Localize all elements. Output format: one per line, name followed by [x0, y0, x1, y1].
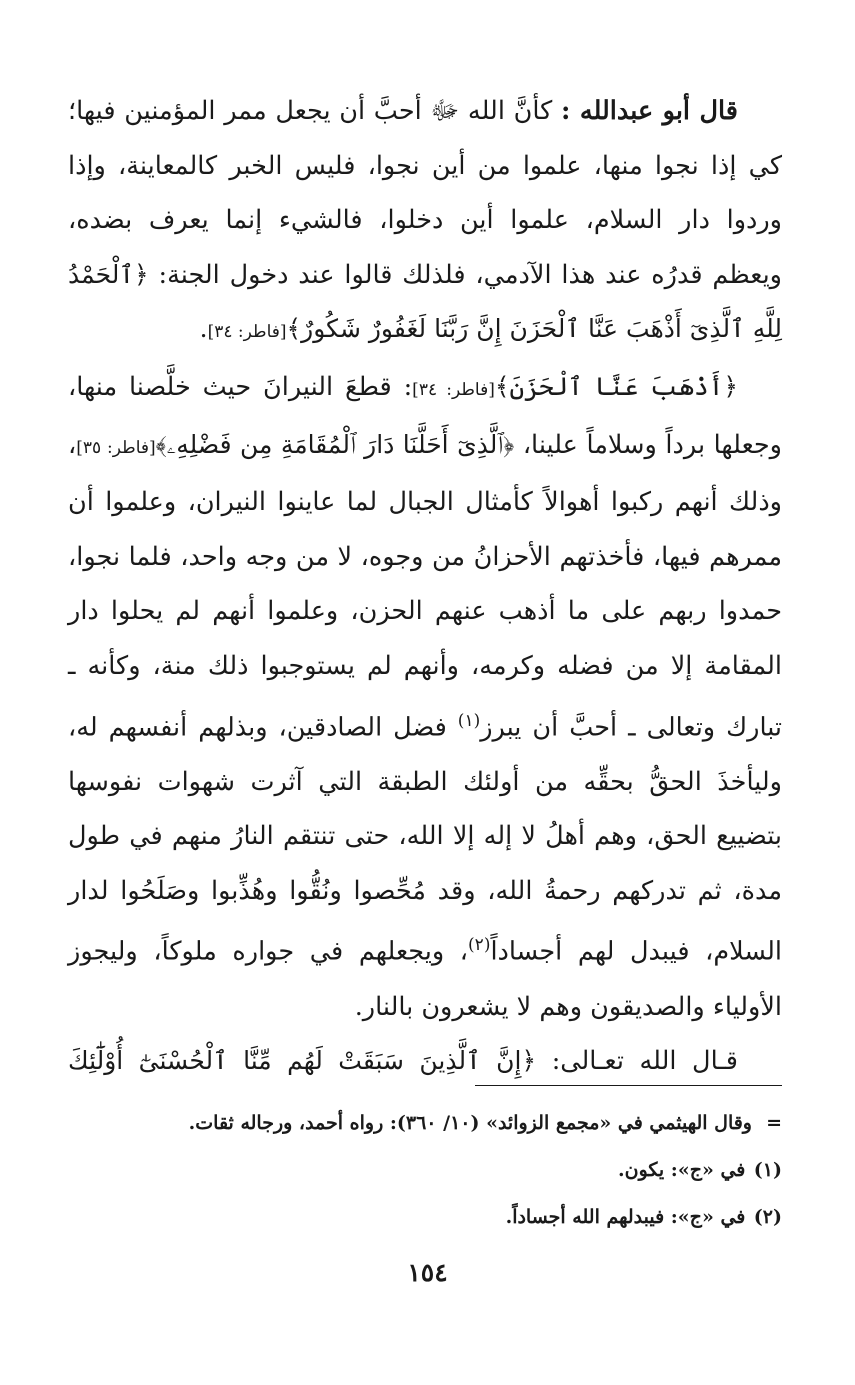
verse-source: [فاطر: ٣٤]	[207, 322, 287, 343]
paragraph-3	[68, 1034, 782, 1089]
footnote-ref-2[interactable]: (٢)	[468, 935, 491, 956]
footnote-text: وقال الهيثمي في «مجمع الزوائد» (١٠/ ٣٦٠): رواه أحمد، ورجاله ثقات.	[188, 1112, 752, 1134]
paragraph-2-text: ، ويجعلهم في جواره ملوكاً، وليجوز الأولياء والصديقون وهم لا يشعرون بالنار.	[68, 936, 782, 1022]
footnote-1	[68, 1147, 782, 1194]
footnote-2	[68, 1194, 782, 1241]
paragraph-1	[68, 84, 782, 360]
footnotes	[68, 1100, 782, 1241]
footnote-mark: =	[766, 1112, 782, 1134]
footnote-text: في «ج»: فيبدلهم الله أجساداً.	[505, 1206, 746, 1228]
paragraph-1-end: .	[199, 314, 208, 345]
speaker-name: قال أبو عبدالله :	[560, 96, 738, 126]
footnote-divider	[475, 1085, 782, 1086]
verse-source: [فاطر: ٣٥]	[76, 437, 156, 458]
paragraph-2	[68, 360, 782, 1034]
quran-verse: ﴿إِنَّ ٱلَّذِينَ سَبَقَتْ لَهُم مِّنَّا ٱلْحُسْنَىٰٓ أُوْلَٰٓئِكَ	[68, 1046, 537, 1076]
paragraph-2-text: ، وذلك أنهم ركبوا أهوالاً كأمثال الجبال لما عاينوا النيران، وعلموا أن ممرهم فيها، فأخذتهم الأحزانُ من وجوه، لا من وجه واحد، فلما نجوا، حمدوا ربهم على ما أذهب عنهم الحزن، وعلموا أنهم لم يحلوا دار المقامة إلا من فضله وكرمه، وأنهم لم يستوجبوا ذلك منة، وكأنه ـ تبارك وتعالى ـ أحبَّ أن يبرز	[68, 429, 782, 743]
quran-verse: ﴿أَذْهَبَ عَنَّا ٱلْحَزَنَ﴾	[494, 371, 739, 401]
quran-verse: ﴿ٱلَّذِىٓ أَحَلَّنَا دَارَ ٱلْمُقَامَةِ مِن فَضْلِهِۦ﴾	[155, 429, 515, 459]
footnote-mark: (٢)	[753, 1206, 782, 1228]
paragraph-1-text: كأنَّ الله ﷻ أحبَّ أن يجعل ممر المؤمنين فيها؛ كي إذا نجوا منها، علموا من أين نجوا، فليس الخبر كالمعاينة، وإذا وردوا دار السلام، علموا أين دخلوا، فالشيء إنما يعرف بضده، ويعظم قدرُه عند هذا الآدمي، فلذلك قالوا عند دخول الجنة:	[68, 96, 782, 290]
page-number: ١٥٤	[407, 1258, 448, 1287]
paragraph-3-text: قـال الله تعـالى:	[536, 1046, 738, 1077]
verse-source: [فاطر: ٣٤]	[412, 379, 495, 400]
footnote-text: في «ج»: يكون.	[618, 1159, 746, 1181]
paragraph-2-text: : قطعَ النيرانَ حيث خلَّصنا منها، وجعلها برداً وسلاماً علينا،	[68, 371, 782, 460]
footnote-continued	[68, 1100, 782, 1147]
main-text	[68, 84, 782, 1089]
footnote-mark: (١)	[753, 1159, 782, 1181]
footnote-ref-1[interactable]: (١)	[457, 710, 481, 731]
quran-verse: ﴿ٱلْحَمْدُ لِلَّهِ ٱلَّذِىٓ أَذْهَبَ عَنَّا ٱلْحَزَنَ إِنَّ رَبَّنَا لَغَفُورٌ شَكُورٌ﴾	[68, 259, 782, 344]
paragraph-2-text: فضل الصادقين، وبذلهم أنفسهم له، وليأخذَ الحقُّ بحقِّه من أولئك الطبقة التي آثرت شهوات نفوسها بتضييع الحق، وهم أهلُ لا إله إلا الله، حتى تنتقم النارُ منهم في طول مدة، ثم تدركهم رحمةُ الله، وقد مُحِّصوا ونُقُّوا وهُذِّبوا وصَلَحُوا لدار السلام، فيبدل لهم أجساداً	[68, 712, 782, 967]
